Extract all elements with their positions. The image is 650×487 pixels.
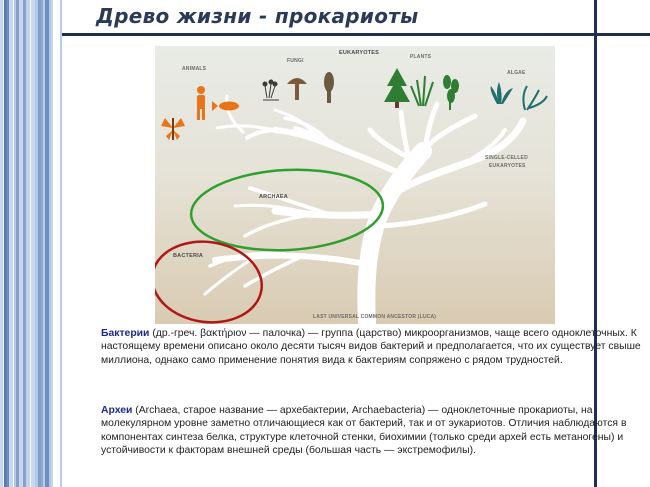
bacteria-term: Бактерии [101,328,150,339]
fungi-label: FUNGI [287,58,304,64]
bacteria-description: (др.-греч. βακτήριον — палочка) — группа (царство) микроорганизмов, чаще всего одноклеточных. К настоящему времени описано около десяти тысяч видов бактерий и предполагается, что их существует свыше миллиона, однако само применение понятия вида к бактериям сопряжено с рядом трудностей. [101,328,641,366]
tree-illustration [155,46,555,324]
tree-of-life-figure [155,46,555,324]
archaea-label: ARCHAEA [259,194,288,200]
archaea-paragraph [101,404,641,458]
archaea-description: (Archaea, старое название — архебактерии, Archaebacteria) — одноклеточные прокариоты, на молекулярном уровне заметно отличающиеся как от бактерий, так и от эукариотов. Отличия наблюдаются в компонентах синтеза белка, структуре клеточной стенки, биохимии (только среди архей есть метаногены) и устойчивости к факторам внешней среды (большая часть — экстремофилы). [101,405,627,457]
slide-title: Древо жизни - прокариоты [96,4,419,28]
animals-label: ANIMALS [182,66,207,72]
single-celled-label-line2: EUKARYOTES [489,163,526,169]
archaea-term: Археи [101,405,133,416]
decorative-barcode-strip [0,0,62,487]
title-bar [62,0,650,34]
luca-label: LAST UNIVERSAL COMMON ANCESTOR (LUCA) [313,314,437,320]
single-celled-label-line1: SINGLE-CELLED [485,155,528,161]
title-underline [62,33,650,36]
bacteria-label: BACTERIA [173,253,204,259]
algae-label: ALGAE [507,70,526,76]
barcode-bar [60,0,62,487]
figure-background [155,46,555,324]
plants-label: PLANTS [410,54,432,60]
bacteria-paragraph [101,327,641,367]
eukaryotes-label: EUKARYOTES [339,50,379,56]
